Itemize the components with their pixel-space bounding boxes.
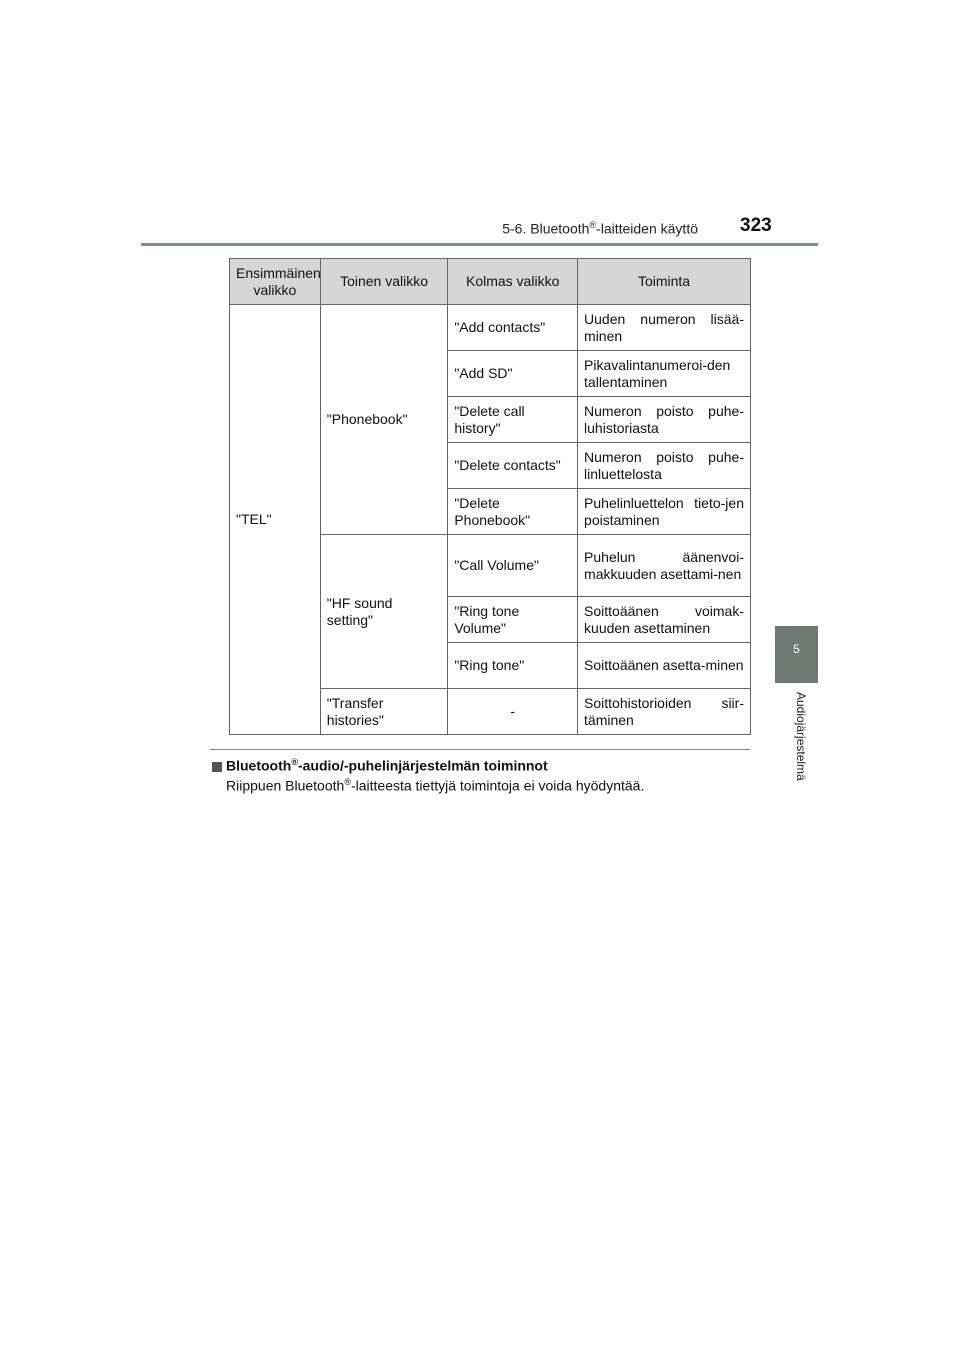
action-cell: Numeron poisto puhe-linluettelosta <box>578 443 751 489</box>
action-cell: Soittoäänen asetta-minen <box>578 643 751 689</box>
third-menu-cell: "Delete call history" <box>448 397 578 443</box>
second-menu-cell: "Transfer histories" <box>320 689 448 735</box>
action-cell: Puhelinluettelon tieto-jen poistaminen <box>578 489 751 535</box>
third-menu-cell: "Delete Phonebook" <box>448 489 578 535</box>
chapter-label: Audiojärjestelmä <box>794 692 808 781</box>
header-first-menu: Ensimmäinen valikko <box>230 259 321 305</box>
action-cell: Soittohistorioiden siir-täminen <box>578 689 751 735</box>
action-cell: Pikavalintanumeroi-den tallentaminen <box>578 351 751 397</box>
third-menu-cell: "Add contacts" <box>448 305 578 351</box>
square-bullet-icon <box>212 762 222 772</box>
section-heading: Bluetooth®-audio/-puhelinjärjestelmän toiminnot <box>212 757 548 774</box>
third-menu-cell: "Ring tone" <box>448 643 578 689</box>
first-menu-cell: "TEL" <box>230 305 321 735</box>
section-title: 5-6. Bluetooth®-laitteiden käyttö <box>502 220 698 237</box>
second-menu-cell: "Phonebook" <box>320 305 448 535</box>
section-text: Riippuen Bluetooth®-laitteesta tiettyjä toimintoja ei voida hyödyntää. <box>226 777 645 794</box>
third-menu-cell: "Call Volume" <box>448 535 578 597</box>
third-menu-cell: "Delete contacts" <box>448 443 578 489</box>
header-second-menu: Toinen valikko <box>320 259 448 305</box>
menu-table <box>229 258 751 735</box>
second-menu-cell: "HF sound setting" <box>320 535 448 689</box>
header-third-menu: Kolmas valikko <box>448 259 578 305</box>
action-cell: Uuden numeron lisää-minen <box>578 305 751 351</box>
action-cell: Numeron poisto puhe-luhistoriasta <box>578 397 751 443</box>
header-action: Toiminta <box>578 259 751 305</box>
action-cell: Puhelun äänenvoi-makkuuden asettami-nen <box>578 535 751 597</box>
third-menu-cell: "Ring tone Volume" <box>448 597 578 643</box>
third-menu-cell: - <box>448 689 578 735</box>
action-cell: Soittoäänen voimak-kuuden asettaminen <box>578 597 751 643</box>
section-divider <box>210 749 750 750</box>
chapter-tab: 5 <box>775 626 818 683</box>
third-menu-cell: "Add SD" <box>448 351 578 397</box>
header-divider <box>141 243 818 246</box>
page-number: 323 <box>740 215 772 236</box>
